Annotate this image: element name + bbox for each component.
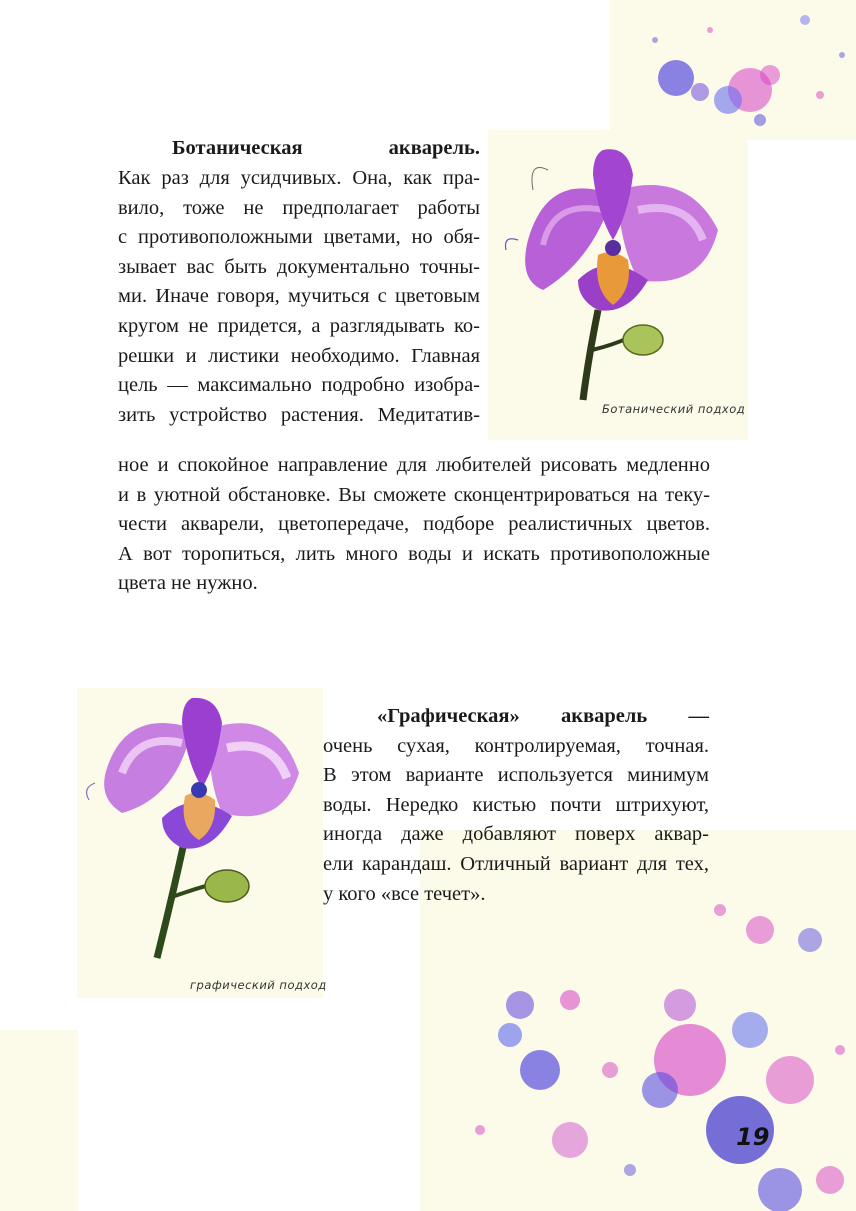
body-line: и в уютной обстановке. Вы сможете сконцентрироваться на теку- xyxy=(118,483,710,506)
body-line: с противоположными цветами, но обя- xyxy=(118,226,480,249)
botanical-body-narrow xyxy=(118,164,480,430)
botanical-body-wide xyxy=(118,451,710,599)
botanical-caption: Ботанический подход xyxy=(602,402,746,416)
body-line: вило, тоже не предполагает работы xyxy=(118,196,480,219)
body-line: зить устройство растения. Медитатив- xyxy=(118,403,480,426)
body-line: кругом не придется, а разглядывать ко- xyxy=(118,314,480,337)
body-line: решки и листики необходимо. Главная xyxy=(118,344,480,367)
body-line: воды. Нередко кистью почти штрихуют, xyxy=(323,793,709,816)
body-line: Как раз для усидчивых. Она, как пра- xyxy=(118,167,480,189)
body-line: зывает вас быть документально точны- xyxy=(118,255,480,278)
body-line: иногда даже добавляют поверх аквар- xyxy=(323,823,709,846)
bottom-left-cream-panel xyxy=(0,1030,78,1211)
graphic-title: «Графическая» акварель — xyxy=(377,705,709,727)
splash-decoration-top xyxy=(610,0,856,140)
body-line: ное и спокойное направление для любителей рисовать медленно xyxy=(118,454,710,476)
splash-decoration-bottom xyxy=(420,830,856,1211)
body-line: В этом варианте используется минимум xyxy=(323,764,709,787)
botanical-paragraph xyxy=(118,134,480,164)
orchid-illustration-graphic xyxy=(77,688,323,998)
graphic-caption: графический подход xyxy=(190,978,327,992)
body-line: цель — максимально подробно изобра- xyxy=(118,374,480,397)
page-number: 19 xyxy=(736,1123,770,1151)
botanical-title: Ботаническая акварель. xyxy=(172,137,480,159)
body-line: очень сухая, контролируемая, точная. xyxy=(323,734,709,757)
body-line: цвета не нужно. xyxy=(118,572,258,595)
body-line: ели карандаш. Отличный вариант для тех, xyxy=(323,852,709,875)
body-line: чести акварели, цветопередаче, подборе реалистичных цветов. xyxy=(118,513,710,536)
body-line: у кого «все течет». xyxy=(323,882,486,905)
body-line: А вот торопиться, лить много воды и искать противоположные xyxy=(118,542,710,565)
orchid-illustration-botanical xyxy=(488,130,748,440)
body-line: ми. Иначе говоря, мучиться с цветовым xyxy=(118,285,480,308)
